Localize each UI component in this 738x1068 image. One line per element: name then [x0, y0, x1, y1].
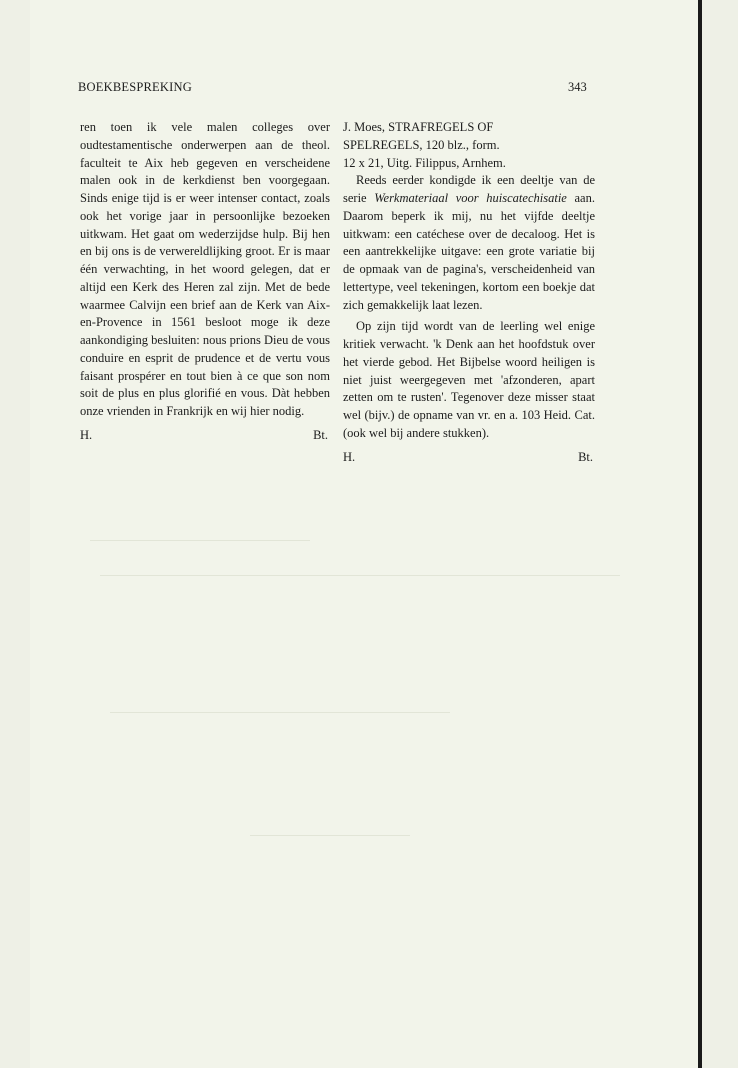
book-title-line: SPELREGELS, 120 blz., form. [343, 137, 500, 152]
scan-margin [702, 0, 738, 1068]
left-signature [80, 427, 330, 445]
right-signature-author: Bt. [578, 449, 593, 464]
page-number: 343 [568, 80, 587, 94]
review-paragraph: Reeds eerder kondigde ik een deeltje van de serie Werkmateriaal voor huiscatechisatie aan. Daarom beperk ik mij, nu het vijfde deeltje uitkwam: een catéchese over de decaloog. Het is een aantrekkelijke uitgave: een grote variatie bij de opmaak van de pagina's, verscheidenheid van lettertype, veel tekeningen, kortom een boekje dat zich gemakkelijk laat lezen. [343, 173, 595, 312]
right-signature-initial: H. [343, 449, 356, 464]
show-through-line [110, 712, 450, 713]
left-paragraph: ren toen ik vele malen colleges over oudtestamentische onderwerpen aan de theol. faculteit te Aix heb gegeven en verscheidene malen ook in de kerkdienst ben voorgegaan. Sinds enige tijd is er weer intenser contact, zoals ook het vorige jaar in persoonlijke bezoeken uitkwam. Het gaat om wederzijdse hulp. Bij hen en bij ons is de verwereldlijking groot. Er is maar één verwachting, in het woord gelegen, dat er altijd een Kerk des Heren zal zijn. Met de bede waarmee Calvijn een brief aan de Kerk van Aix-en-Provence in 1561 besloot moge ik deze aankondiging besluiten: nous prions Dieu de vous conduire en esprit de prudence et de vertu vous faisant prospérer en tout bien à ce que son nom soit de plus en plus glorifié en vous. Dàt hebben onze vrienden in Frankrijk en wij hier nodig. [80, 120, 330, 418]
running-head: BOEKBESPREKING [78, 80, 192, 94]
show-through-line [100, 575, 620, 576]
right-column [343, 119, 595, 466]
left-signature-author: Bt. [313, 427, 328, 442]
show-through-line [90, 540, 310, 541]
show-through-line [250, 835, 410, 836]
review-paragraph: Op zijn tijd wordt van de leerling wel enige kritiek verwacht. 'k Denk aan het hoofdstuk over het vierde gebod. Het Bijbelse woord heiligen is niet juist weergegeven met 'afzonderen, apart zetten om te rusten'. Tegenover deze misser staat wel (bijv.) de opname van vr. en a. 103 Heid. Cat. (ook wel bij andere stukken). [343, 319, 595, 440]
series-title: Werkmateriaal voor huiscatechisatie [374, 191, 567, 205]
right-signature [343, 449, 595, 467]
book-title-line: 12 x 21, Uitg. Filippus, Arnhem. [343, 155, 506, 170]
book-title [343, 119, 595, 172]
book-title-line: J. Moes, STRAFREGELS OF [343, 120, 494, 134]
left-column [80, 119, 330, 445]
left-signature-initial: H. [80, 427, 93, 442]
